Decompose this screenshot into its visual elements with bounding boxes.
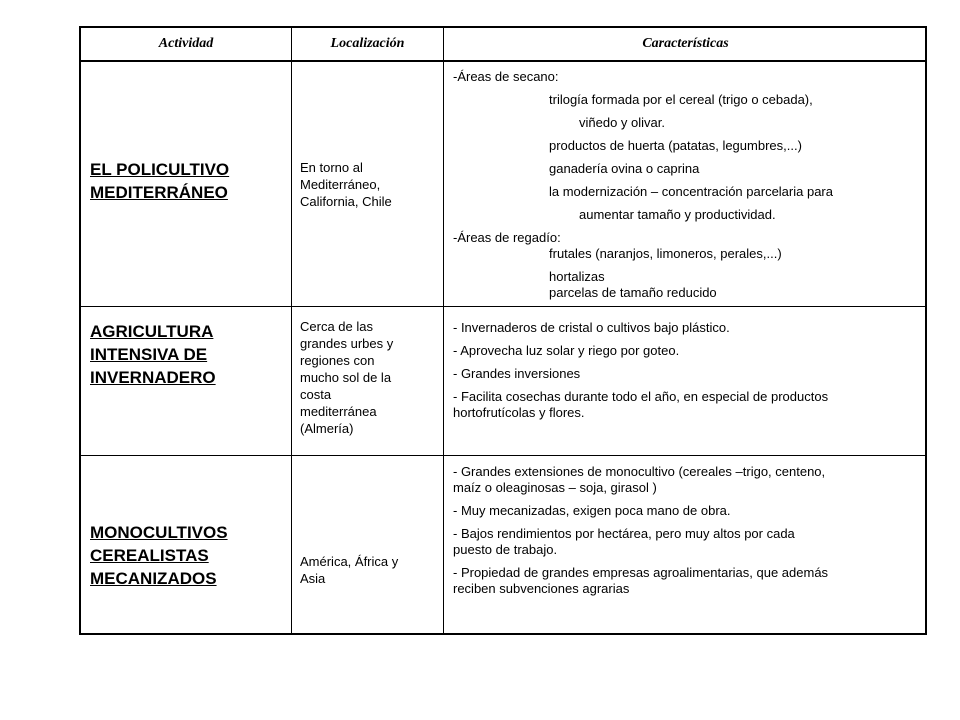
activity-line: MONOCULTIVOS <box>90 523 228 542</box>
header-location: Localización <box>330 36 405 51</box>
location-cell <box>300 553 398 587</box>
feature-line: - Aprovecha luz solar y riego por goteo. <box>453 343 680 358</box>
feature-line: - Propiedad de grandes empresas agroalimentarias, que además <box>453 565 829 580</box>
activity-line: INVERNADERO <box>90 368 216 387</box>
location-line: California, Chile <box>300 194 392 209</box>
feature-line: - Grandes inversiones <box>453 366 581 381</box>
location-cell <box>300 318 393 437</box>
location-line: (Almería) <box>300 421 354 436</box>
feature-line: - Muy mecanizadas, exigen poca mano de obra. <box>453 503 731 518</box>
location-line: mucho sol de la <box>300 370 392 385</box>
location-line: Cerca de las <box>300 319 373 334</box>
feature-line: parcelas de tamaño reducido <box>549 285 717 300</box>
activity-line: MEDITERRÁNEO <box>90 183 228 202</box>
row-divider-1 <box>81 306 925 307</box>
feature-line: trilogía formada por el cereal (trigo o cebada), <box>549 92 813 107</box>
header-divider <box>81 60 925 62</box>
feature-line: - Bajos rendimientos por hectárea, pero muy altos por cada <box>453 526 795 541</box>
location-line: Asia <box>300 571 326 586</box>
column-divider-2 <box>443 28 444 633</box>
feature-line: ganadería ovina o caprina <box>549 161 700 176</box>
location-cell <box>300 159 392 210</box>
row-divider-2 <box>81 455 925 456</box>
location-line: Mediterráneo, <box>300 177 381 192</box>
activity-cell <box>90 521 228 590</box>
activity-line: INTENSIVA DE <box>90 345 208 364</box>
activity-line: CEREALISTAS <box>90 546 209 565</box>
column-divider-1 <box>291 28 292 633</box>
header-activity: Actividad <box>158 36 214 51</box>
feature-line: aumentar tamaño y productividad. <box>579 207 776 222</box>
feature-line: reciben subvenciones agrarias <box>453 581 630 596</box>
feature-line: productos de huerta (patatas, legumbres,...) <box>549 138 802 153</box>
location-line: regiones con <box>300 353 375 368</box>
activity-cell <box>90 320 216 389</box>
activity-cell <box>90 158 229 204</box>
feature-line: la modernización – concentración parcelaria para <box>549 184 833 199</box>
feature-line: hortofrutícolas y flores. <box>453 405 585 420</box>
activity-line: EL POLICULTIVO <box>90 160 230 179</box>
feature-line: frutales (naranjos, limoneros, perales,...) <box>549 246 782 261</box>
feature-line: -Áreas de secano: <box>453 69 559 84</box>
location-line: América, África y <box>300 554 399 569</box>
location-line: mediterránea <box>300 404 377 419</box>
header-features: Características <box>642 36 729 51</box>
feature-line: puesto de trabajo. <box>453 542 558 557</box>
location-line: costa <box>300 387 332 402</box>
feature-line: viñedo y olivar. <box>579 115 665 130</box>
feature-line: hortalizas <box>549 269 605 284</box>
location-line: En torno al <box>300 160 363 175</box>
feature-line: - Grandes extensiones de monocultivo (cereales –trigo, centeno, <box>453 464 826 479</box>
feature-line: - Facilita cosechas durante todo el año, en especial de productos <box>453 389 829 404</box>
feature-line: maíz o oleaginosas – soja, girasol ) <box>453 480 657 495</box>
location-line: grandes urbes y <box>300 336 394 351</box>
feature-line: -Áreas de regadío: <box>453 230 561 245</box>
feature-line: - Invernaderos de cristal o cultivos bajo plástico. <box>453 320 730 335</box>
agriculture-table <box>79 26 927 635</box>
activity-line: MECANIZADOS <box>90 569 217 588</box>
activity-line: AGRICULTURA <box>90 322 214 341</box>
